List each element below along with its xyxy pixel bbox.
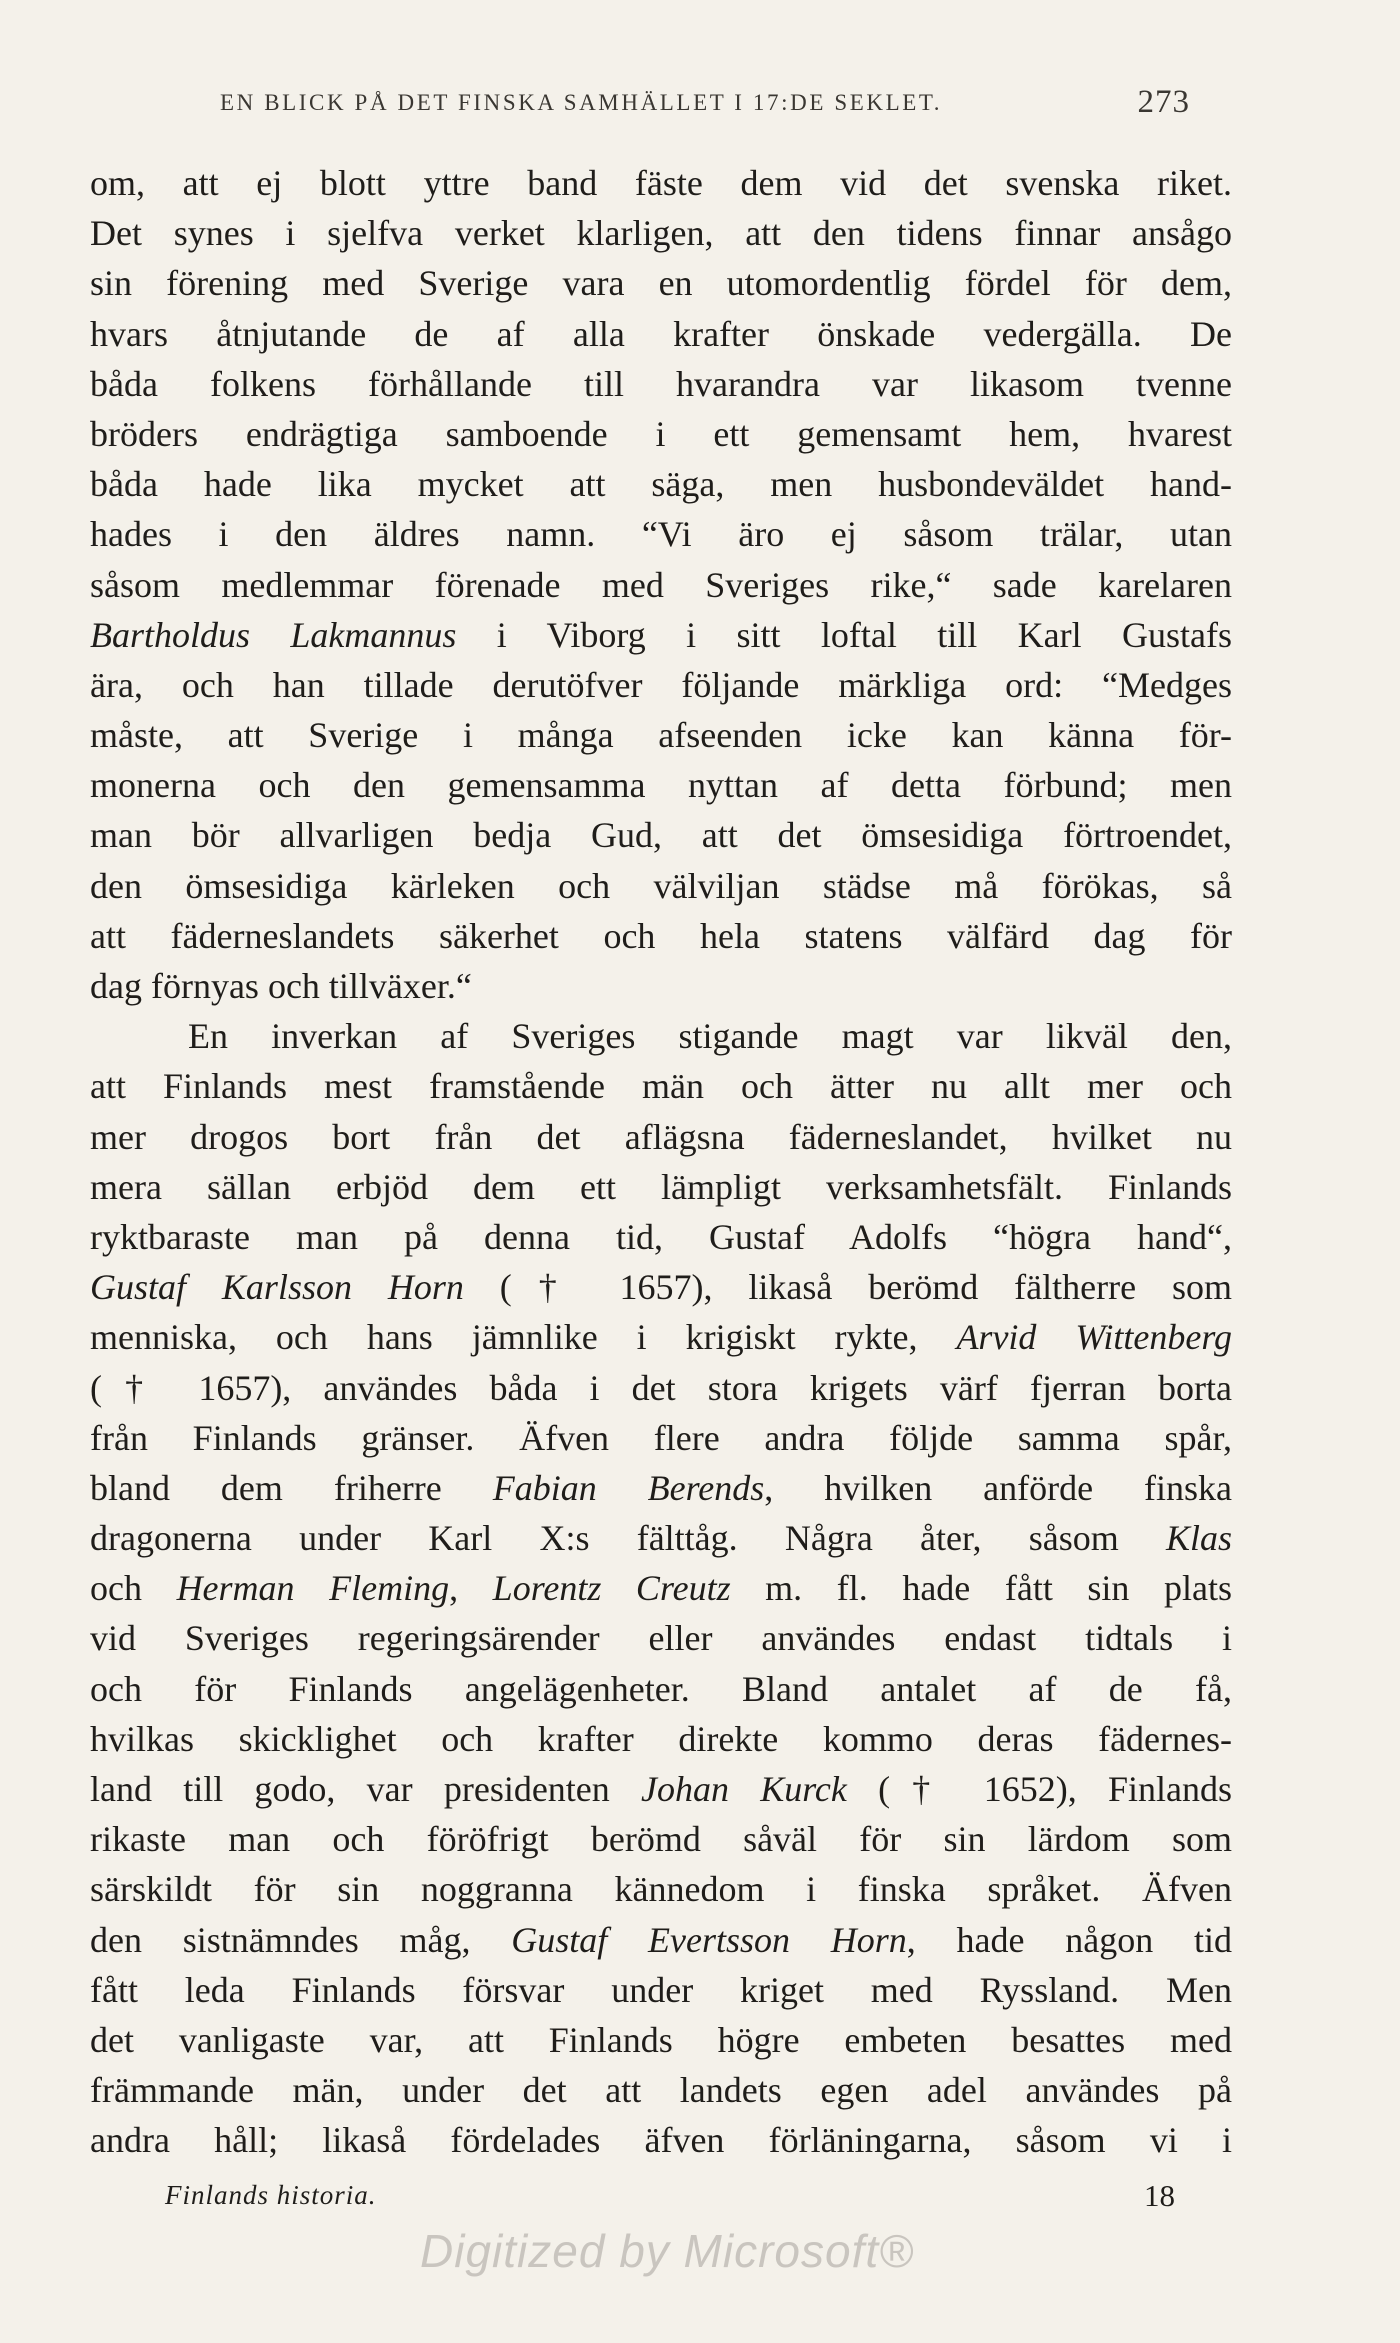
text-line: den sistnämndes måg, Gustaf Evertsson Horn, hade någon tid xyxy=(90,1919,1232,1960)
text-line: hvilkas skicklighet och krafter direkte kommo deras fädernes- xyxy=(90,1718,1232,1759)
text-line: bland dem friherre Fabian Berends, hvilken anförde finska xyxy=(90,1467,1232,1508)
text-line: måste, att Sverige i många afseenden icke kan känna för- xyxy=(90,715,1232,756)
text-line: En inverkan af Sveriges stigande magt var likväl den, xyxy=(188,1016,1232,1057)
text-line: hades i den äldres namn. “Vi äro ej såsom trälar, utan xyxy=(90,514,1232,555)
text-line: att fäderneslandets säkerhet och hela statens välfärd dag för xyxy=(90,915,1232,956)
text-line: båda hade lika mycket att säga, men husbondeväldet hand- xyxy=(90,464,1232,505)
text-line: att Finlands mest framstående män och ätter nu allt mer och xyxy=(90,1066,1232,1107)
text-line: mera sällan erbjöd dem ett lämpligt verksamhetsfält. Finlands xyxy=(90,1166,1232,1207)
page-number: 273 xyxy=(1137,84,1190,120)
text-line: vid Sveriges regeringsärender eller användes endast tidtals i xyxy=(90,1618,1232,1659)
text-line: mer drogos bort från det aflägsna fäderneslandet, hvilket nu xyxy=(90,1116,1232,1157)
text-line: ryktbaraste man på denna tid, Gustaf Adolfs “högra hand“, xyxy=(90,1216,1232,1257)
text-line: sin förening med Sverige vara en utomordentlig fördel för dem, xyxy=(90,263,1232,304)
text-line: båda folkens förhållande till hvarandra var likasom tvenne xyxy=(90,363,1232,404)
text-line: särskildt för sin noggranna kännedom i finska språket. Äfven xyxy=(90,1869,1232,1910)
text-line: man bör allvarligen bedja Gud, att det ömsesidiga förtroendet, xyxy=(90,815,1232,856)
text-line: dag förnyas och tillväxer.“ xyxy=(90,966,472,1006)
text-line: och Herman Fleming, Lorentz Creutz m. fl. hade fått sin plats xyxy=(90,1568,1232,1609)
text-line: Bartholdus Lakmannus i Viborg i sitt loftal till Karl Gustafs xyxy=(90,614,1232,655)
text-line: Gustaf Karlsson Horn († 1657), likaså berömd fältherre som xyxy=(90,1267,1232,1308)
signature-number: 18 xyxy=(1144,2178,1175,2213)
text-line: dragonerna under Karl X:s fälttåg. Några åter, såsom Klas xyxy=(90,1518,1232,1559)
text-line: den ömsesidiga kärleken och välviljan städse må förökas, så xyxy=(90,865,1232,906)
text-line: från Finlands gränser. Äfven flere andra följde samma spår, xyxy=(90,1417,1232,1458)
text-line: bröders endrägtiga samboende i ett gemensamt hem, hvarest xyxy=(90,413,1232,454)
text-line: fått leda Finlands försvar under kriget med Ryssland. Men xyxy=(90,1969,1232,2010)
page-footer xyxy=(165,2180,1175,2230)
text-line: främmande män, under det att landets egen adel användes på xyxy=(90,2070,1232,2111)
text-line: monerna och den gemensamma nyttan af detta förbund; men xyxy=(90,765,1232,806)
running-title: EN BLICK PÅ DET FINSKA SAMHÄLLET I 17:DE SEKLET. xyxy=(220,90,943,115)
text-line: andra håll; likaså fördelades äfven förläningarna, såsom vi i xyxy=(90,2120,1232,2161)
text-line: Det synes i sjelfva verket klarligen, att den tidens finnar ansågo xyxy=(90,213,1232,254)
running-head xyxy=(220,84,1190,120)
text-line: om, att ej blott yttre band fäste dem vid det svenska riket. xyxy=(90,163,1232,203)
text-line: ära, och han tillade derutöfver följande märkliga ord: “Medges xyxy=(90,664,1232,705)
body-text xyxy=(90,158,1232,2166)
digitization-watermark: Digitized by Microsoft® xyxy=(420,2225,915,2277)
text-line: rikaste man och föröfrigt berömd såväl för sin lärdom som xyxy=(90,1819,1232,1860)
text-line: såsom medlemmar förenade med Sveriges rike,“ sade karelaren xyxy=(90,564,1232,605)
text-line: det vanligaste var, att Finlands högre embeten besattes med xyxy=(90,2019,1232,2060)
text-line: († 1657), användes båda i det stora krigets värf fjerran borta xyxy=(90,1367,1232,1408)
signature-title: Finlands historia. xyxy=(165,2180,377,2210)
text-line: land till godo, var presidenten Johan Kurck († 1652), Finlands xyxy=(90,1769,1232,1809)
text-line: och för Finlands angelägenheter. Bland antalet af de få, xyxy=(90,1668,1232,1709)
text-line: menniska, och hans jämnlike i krigiskt rykte, Arvid Wittenberg xyxy=(90,1317,1232,1358)
text-line: hvars åtnjutande de af alla krafter önskade vedergälla. De xyxy=(90,313,1232,354)
